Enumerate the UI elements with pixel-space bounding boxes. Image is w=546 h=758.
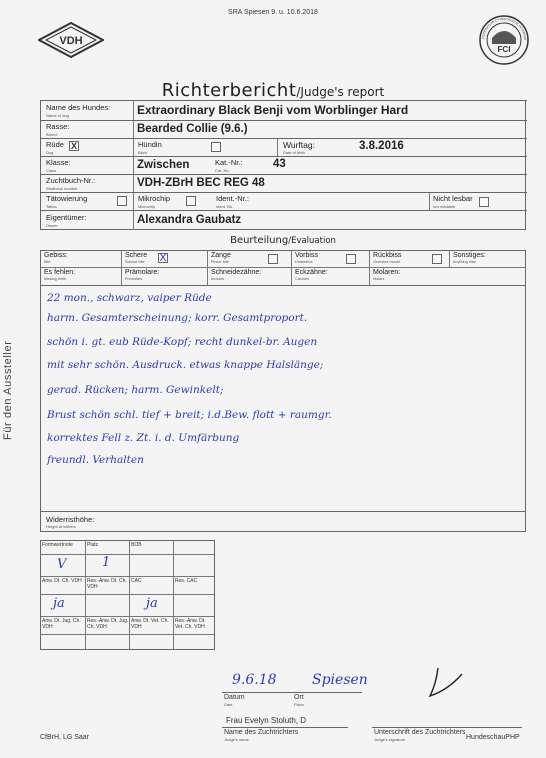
missing-teeth-row [41, 268, 525, 285]
other-label-en: Anything else [453, 260, 476, 264]
cac-vdh-header: Anw. Dt. Ch. VDH [42, 578, 82, 584]
report-title-sub: /Judge's report [296, 85, 385, 99]
sex-row [41, 138, 527, 156]
breed-label: Rasse: [46, 122, 70, 131]
bite-label-en: Bite [44, 260, 51, 264]
date-label: Datum [224, 694, 245, 701]
owner-value: Alexandra Gaubatz [137, 214, 242, 226]
canines-label-en: Canines [295, 277, 309, 281]
judge-name-value: Frau Evelyn Stoluth, D [226, 716, 307, 725]
fci-logo-text: FCI [497, 45, 511, 54]
undershot-checkbox[interactable] [346, 254, 356, 264]
undershot-label-en: Undershot [295, 260, 313, 264]
vdh-logo-text: VDH [59, 35, 83, 47]
report-title-main: Richterbericht [161, 80, 297, 101]
tattoo-label: Tätowierung [46, 194, 88, 203]
canines-label: Eckzähne: [295, 269, 328, 276]
res-cac-header: Res. CAC [175, 578, 198, 584]
bite-row [41, 251, 525, 268]
class-value: Zwischen [137, 159, 190, 171]
overshot-checkbox[interactable] [432, 254, 442, 264]
judge-name-label-en: Judge's name [224, 737, 249, 742]
catno-value: 43 [273, 158, 286, 170]
withers-height-field[interactable] [40, 512, 526, 532]
res-jug-vdh-header: Res.-Anw. Dt. Jug. Ch. VDH [87, 618, 129, 630]
scissor-label-en: Scissor bite [125, 260, 145, 264]
studbook-row [41, 174, 527, 192]
event-line: SRA Spiesen 9. u. 10.6.2018 [228, 9, 318, 16]
other-label: Sonstiges: [453, 252, 486, 259]
premolars-label: Prämolare: [125, 269, 160, 276]
microchip-label-en: Microchip [138, 204, 156, 209]
res-vet-vdh-header: Res.-Anw. Dt. Vet. Ch. VDH [175, 618, 206, 630]
dog-name-label: Name des Hundes: [46, 103, 111, 112]
molars-label: Molaren: [373, 269, 401, 276]
place-label: Ort [294, 694, 304, 701]
dog-name-value: Extraordinary Black Benji vom Worblinger Hard [137, 103, 409, 117]
incisors-label-en: Incisors [211, 277, 225, 281]
unreadable-label-en: not readable [433, 204, 456, 209]
report-line: mit sehr schön. Ausdruck. etwas knappe Halslänge; [47, 359, 324, 371]
studbook-label-en: Studbook number [46, 186, 78, 191]
fci-ring-text: FÉDÉRATION CYNOLOGIQUE INTERNAT [481, 16, 528, 41]
breed-value: Bearded Collie (9.6.) [137, 123, 248, 135]
pincer-label: Zange [211, 252, 231, 259]
place-header: Platz [87, 542, 99, 548]
place-value: 1 [102, 555, 111, 570]
cac-vdh-value: ja [53, 596, 65, 611]
report-line: schön i. gt. eub Rüde-Kopf; recht dunkel-br. Augen [47, 336, 318, 348]
report-text-area[interactable] [40, 286, 526, 512]
withers-label-en: Height at withers [46, 524, 76, 529]
cac-value: ja [146, 596, 158, 611]
placement-table [40, 540, 215, 650]
vet-vdh-header: Anw. Dt. Vet. Ch. VDH [131, 618, 169, 630]
dog-name-label-en: Name of dog [46, 113, 69, 118]
tattoo-label-en: Tattoo [46, 204, 57, 209]
owner-label-en: Owner [46, 223, 58, 228]
judge-signature-mark [418, 664, 478, 702]
grading-value: V [57, 557, 67, 572]
bob-header: BOB [131, 542, 142, 548]
male-label-en: Dog [46, 150, 54, 155]
owner-label: Eigentümer: [46, 213, 87, 222]
signature-area [222, 672, 522, 732]
grading-header: Formwertnote [42, 542, 73, 548]
overshot-label-en: Overshot mouth [373, 260, 401, 264]
female-checkbox[interactable] [211, 142, 221, 152]
report-line: korrektes Fell z. Zt. i. d. Umfärbung [47, 432, 240, 444]
scissor-label: Schere [125, 252, 148, 259]
identification-row [41, 192, 527, 210]
date-value: 9.6.18 [232, 672, 277, 688]
report-line: harm. Gesamterscheinung; korr. Gesamtproport. [47, 312, 308, 324]
evaluation-title-de: Beurteilung [230, 235, 289, 246]
breed-row [41, 120, 527, 138]
studbook-value: VDH-ZBrH BEC REG 48 [137, 177, 265, 189]
overshot-label: Rückbiss [373, 252, 402, 259]
class-label: Klasse: [46, 158, 71, 167]
signature-label: Unterschrift des Zuchtrichters [374, 729, 466, 736]
studbook-label: Zuchtbuch-Nr.: [46, 176, 96, 185]
report-line: 22 mon., schwarz, vaiper Rüde [47, 292, 212, 304]
date-label-en: Date [224, 702, 233, 707]
class-label-en: Class [46, 168, 57, 173]
whelp-label: Wurftag: [283, 140, 315, 150]
bite-label: Gebiss: [44, 252, 68, 259]
breed-label-en: Breed [46, 132, 57, 137]
missing-label-en: Missing teeth [44, 277, 67, 281]
res-cac-vdh-header: Res.-Anw. Dt. Ch. VDH [87, 578, 127, 590]
cac-header: CAC [131, 578, 142, 584]
place-value-sig: Spiesen [312, 672, 368, 688]
identno-label-en: Ident. No. [216, 204, 234, 209]
microchip-label: Mikrochip [138, 194, 171, 203]
evaluation-title-en: /Evaluation [288, 236, 336, 246]
report-line: gerad. Rücken; harm. Gewinkelt; [47, 384, 224, 396]
molars-label-en: Molars [373, 277, 385, 281]
microchip-checkbox[interactable] [186, 196, 196, 206]
pincer-checkbox[interactable] [268, 254, 278, 264]
signature-label-en: Judge's signature [374, 737, 406, 742]
footer-left: CfBrH, LG Saar [40, 734, 90, 741]
male-label: Rüde [46, 140, 64, 149]
vdh-logo [38, 22, 104, 58]
evaluation-title [40, 235, 526, 246]
owner-row [41, 210, 527, 230]
evaluation-table [40, 250, 526, 286]
premolars-label-en: Premolars [125, 277, 143, 281]
judge-name-label: Name des Zuchtrichters [224, 729, 299, 736]
undershot-label: Vorbiss [295, 252, 318, 259]
identno-label: Ident.-Nr.: [216, 194, 249, 203]
withers-label: Widerristhöhe: [46, 515, 95, 524]
dog-info-grid [40, 100, 526, 230]
report-line: freundl. Verhalten [47, 454, 144, 466]
jug-vdh-header: Anw. Dt. Jug. Ch. VDH [42, 618, 81, 630]
female-label-en: Bitch [138, 150, 147, 155]
female-label: Hündin [138, 140, 162, 149]
unreadable-label: Nicht lesbar [433, 194, 473, 203]
class-row [41, 156, 527, 174]
pincer-label-en: Pincer bite [211, 260, 229, 264]
exhibitor-side-label: Für den Aussteller [2, 340, 14, 440]
whelp-label-en: Date of birth [283, 150, 305, 155]
missing-label: Es fehlen: [44, 269, 76, 276]
catno-label: Kat.-Nr.: [215, 158, 243, 167]
footer-right: HundeschauPHP [466, 734, 520, 741]
male-checkbox[interactable]: X [70, 141, 77, 151]
incisors-label: Schneidezähne: [211, 269, 262, 276]
place-label-en: Place [294, 702, 305, 707]
tattoo-checkbox[interactable] [117, 196, 127, 206]
dog-name-row [41, 100, 527, 120]
catno-label-en: Cat. No. [215, 168, 230, 173]
fci-logo [478, 14, 530, 66]
whelp-date-value: 3.8.2016 [359, 140, 404, 152]
report-line: Brust schön schl. tief + breit; i.d.Bew. flott + raumgr. [47, 409, 332, 421]
scissor-checkbox[interactable]: X [159, 252, 167, 264]
report-title [0, 80, 546, 101]
unreadable-checkbox[interactable] [479, 197, 489, 207]
